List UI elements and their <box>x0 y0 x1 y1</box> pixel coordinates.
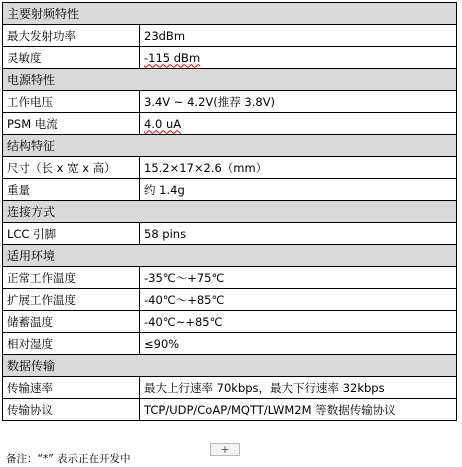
row-label: 正常工作温度 <box>3 267 140 289</box>
table-row <box>3 157 457 179</box>
row-label: LCC 引脚 <box>3 223 140 245</box>
row-label: 传输协议 <box>3 399 140 421</box>
row-value <box>140 47 457 69</box>
table-row <box>3 25 457 47</box>
section-title: 数据传输 <box>3 355 457 377</box>
row-value: -40℃~+85℃ <box>140 311 457 333</box>
section-title: 适用环境 <box>3 245 457 267</box>
table-row <box>3 113 457 135</box>
row-label: 工作电压 <box>3 91 140 113</box>
table-row <box>3 267 457 289</box>
table-row <box>3 377 457 399</box>
row-label: 扩展工作温度 <box>3 289 140 311</box>
section-header-structure <box>3 135 457 157</box>
section-header-data-transfer <box>3 355 457 377</box>
row-value: 3.4V ~ 4.2V(推荐 3.8V) <box>140 91 457 113</box>
table-row <box>3 333 457 355</box>
row-label: 灵敏度 <box>3 47 140 69</box>
row-label: 储蓄温度 <box>3 311 140 333</box>
table-row <box>3 399 457 421</box>
row-value: -40℃～+85℃ <box>140 289 457 311</box>
section-title: 连接方式 <box>3 201 457 223</box>
row-value: 约 1.4g <box>140 179 457 201</box>
row-value: 最大上行速率 70kbps，最大下行速率 32kbps <box>140 377 457 399</box>
row-value-text: -115 dBm <box>144 50 201 65</box>
row-label: 传输速率 <box>3 377 140 399</box>
section-header-environment <box>3 245 457 267</box>
table-row <box>3 47 457 69</box>
row-value: -35℃～+75℃ <box>140 267 457 289</box>
table-row <box>3 91 457 113</box>
row-value: 15.2×17×2.6（mm） <box>140 157 457 179</box>
row-value: 58 pins <box>140 223 457 245</box>
table-row <box>3 223 457 245</box>
row-value <box>140 113 457 135</box>
footnote: 备注：“*” 表示正在开发中 <box>6 453 131 465</box>
add-row-button[interactable]: + <box>210 443 240 456</box>
row-label: 相对湿度 <box>3 333 140 355</box>
section-title: 电源特性 <box>3 69 457 91</box>
row-label: 重量 <box>3 179 140 201</box>
section-title: 主要射频特性 <box>3 3 457 25</box>
section-header-connection <box>3 201 457 223</box>
spec-table <box>2 2 457 421</box>
table-row <box>3 179 457 201</box>
row-value: TCP/UDP/CoAP/MQTT/LWM2M 等数据传输协议 <box>140 399 457 421</box>
table-row <box>3 289 457 311</box>
row-value-text: 4.0 uA <box>144 116 182 131</box>
row-label: 尺寸（长 x 宽 x 高） <box>3 157 140 179</box>
section-title: 结构特征 <box>3 135 457 157</box>
row-value: 23dBm <box>140 25 457 47</box>
section-header-rf <box>3 3 457 25</box>
row-label: 最大发射功率 <box>3 25 140 47</box>
row-value: ≤90% <box>140 333 457 355</box>
table-row <box>3 311 457 333</box>
section-header-power <box>3 69 457 91</box>
row-label: PSM 电流 <box>3 113 140 135</box>
